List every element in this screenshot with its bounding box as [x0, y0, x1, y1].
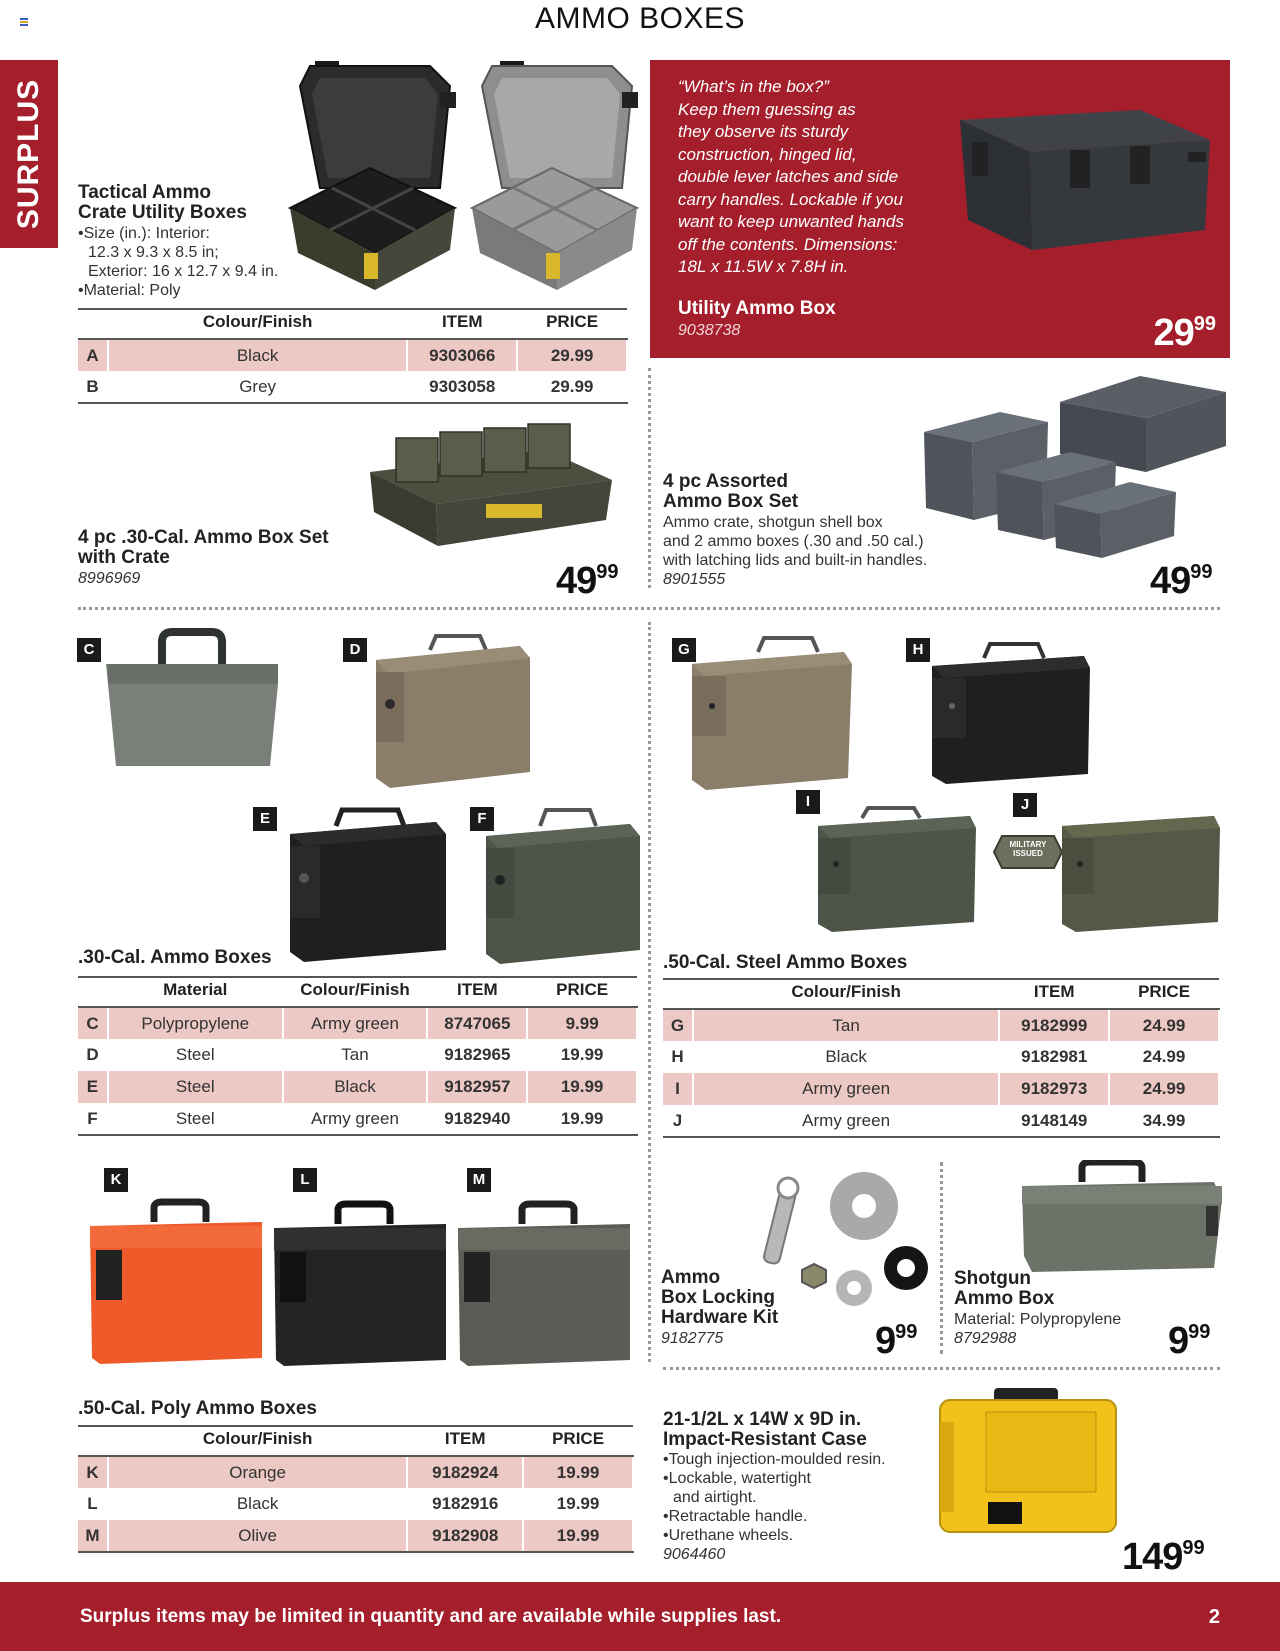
ammo-box-d-image	[370, 632, 536, 792]
price-cents: 99	[1190, 561, 1213, 583]
row-price: 24.99	[1109, 1041, 1219, 1073]
price-cents: 99	[596, 561, 619, 583]
row-material: Steel	[108, 1039, 283, 1071]
cal30-table	[78, 976, 638, 1136]
table-row	[78, 1103, 637, 1135]
shotgun-title-line1: Shotgun	[954, 1268, 1032, 1289]
row-material: Polypropylene	[108, 1007, 283, 1039]
ammo-box-i-image	[814, 804, 980, 934]
quote-line: Keep them guessing as	[678, 99, 856, 119]
row-finish: Army green	[283, 1103, 428, 1135]
row-item: 9182916	[407, 1488, 523, 1520]
quote-line: construction, hinged lid,	[678, 144, 857, 164]
row-finish: Orange	[108, 1456, 407, 1488]
quote-line: double lever latches and side	[678, 167, 899, 186]
price-cents: 99	[895, 1321, 918, 1343]
assorted-desc-3: with latching lids and built-in handles.	[663, 552, 928, 569]
set30-title-line1: 4 pc .30-Cal. Ammo Box Set	[78, 527, 329, 548]
table-row	[663, 1105, 1219, 1137]
quote-line: they observe its sturdy	[678, 122, 849, 141]
price-main: 29	[1153, 312, 1194, 354]
row-item: 9182940	[427, 1103, 527, 1135]
row-finish: Olive	[108, 1520, 407, 1552]
col-item: ITEM	[999, 979, 1109, 1009]
col-key	[663, 979, 693, 1009]
col-item: ITEM	[407, 1426, 523, 1456]
shotgun-sku: 8792988	[954, 1330, 1017, 1347]
row-key: I	[663, 1073, 693, 1105]
section-tab-label: SURPLUS	[12, 78, 45, 230]
row-price: 29.99	[517, 371, 627, 403]
table-row	[78, 1007, 637, 1039]
page-number: 2	[1208, 1606, 1220, 1628]
impact-resistant-case-image	[934, 1386, 1120, 1536]
badge-line: ISSUED	[1013, 849, 1043, 858]
section-tab	[0, 60, 58, 248]
ammo-box-set-crate-image	[366, 420, 616, 550]
hardware-price	[875, 1312, 917, 1361]
table-row	[78, 1520, 633, 1552]
hardware-sku: 9182775	[661, 1330, 724, 1347]
row-key: H	[663, 1041, 693, 1073]
row-finish: Grey	[108, 371, 407, 403]
divider	[648, 368, 651, 588]
ammo-box-m-image	[454, 1200, 636, 1370]
assorted-ammo-box-set-image	[920, 372, 1230, 560]
tactical-spec-3: Exterior: 16 x 12.7 x 9.4 in.	[88, 263, 279, 280]
hardware-title-line2: Box Locking	[661, 1287, 776, 1308]
row-price: 34.99	[1109, 1105, 1219, 1137]
cal50steel-table	[663, 978, 1220, 1138]
row-key: L	[78, 1488, 108, 1520]
ammo-box-e-image	[286, 804, 452, 964]
divider	[648, 622, 651, 1362]
footer-note: Surplus items may be limited in quantity and are available while supplies last.	[80, 1606, 782, 1627]
label-m: M	[467, 1168, 491, 1192]
table-row	[78, 1488, 633, 1520]
case-title-line2: Impact-Resistant Case	[663, 1429, 867, 1450]
utility-description	[678, 76, 938, 279]
label-i: I	[796, 790, 820, 814]
row-price: 24.99	[1109, 1073, 1219, 1105]
case-bullet-2: •Lockable, watertight	[663, 1470, 811, 1487]
label-f: F	[470, 807, 494, 831]
hardware-title-line3: Hardware Kit	[661, 1307, 779, 1328]
shotgun-ammo-box-image	[1018, 1160, 1226, 1274]
table-row	[78, 339, 627, 371]
ammo-box-j-image	[1058, 804, 1224, 934]
table-row	[78, 1039, 637, 1071]
shotgun-title-line2: Ammo Box	[954, 1288, 1055, 1309]
quote-line: carry handles. Lockable if you	[678, 189, 903, 209]
label-e: E	[253, 807, 277, 831]
row-item: 9182924	[407, 1456, 523, 1488]
divider	[78, 607, 1220, 610]
tactical-spec-1: •Size (in.): Interior:	[78, 225, 210, 242]
tactical-spec-4: •Material: Poly	[78, 282, 181, 299]
assorted-price	[1150, 552, 1213, 601]
label-d: D	[343, 638, 367, 662]
col-key	[78, 977, 108, 1007]
ammo-box-c-image	[102, 628, 282, 770]
row-item: 9182965	[427, 1039, 527, 1071]
row-price: 19.99	[523, 1488, 633, 1520]
row-key: E	[78, 1071, 108, 1103]
row-key: G	[663, 1009, 693, 1041]
row-item: 9182981	[999, 1041, 1109, 1073]
col-finish: Colour/Finish	[283, 977, 428, 1007]
col-finish: Colour/Finish	[108, 309, 407, 339]
cal50steel-title: .50-Cal. Steel Ammo Boxes	[663, 952, 908, 973]
row-price: 19.99	[527, 1071, 637, 1103]
cal50poly-table	[78, 1425, 634, 1553]
price-main: 149	[1122, 1536, 1183, 1578]
row-item: 9148149	[999, 1105, 1109, 1137]
divider	[940, 1162, 943, 1354]
tactical-crate-black-image	[280, 58, 470, 294]
row-key: M	[78, 1520, 108, 1552]
price-cents: 99	[1193, 313, 1216, 335]
row-material: Steel	[108, 1071, 283, 1103]
row-price: 19.99	[523, 1520, 633, 1552]
set30-price	[556, 552, 619, 601]
row-finish: Tan	[693, 1009, 999, 1041]
col-price: PRICE	[517, 309, 627, 339]
row-key: C	[78, 1007, 108, 1039]
row-key: J	[663, 1105, 693, 1137]
row-key: F	[78, 1103, 108, 1135]
row-item: 9182957	[427, 1071, 527, 1103]
price-main: 9	[875, 1320, 896, 1362]
row-price: 19.99	[527, 1103, 637, 1135]
tactical-table	[78, 308, 628, 404]
col-item: ITEM	[407, 309, 517, 339]
case-bullet-5: •Urethane wheels.	[663, 1527, 794, 1544]
label-j: J	[1013, 793, 1037, 817]
set30-sku: 8996969	[78, 570, 141, 587]
ammo-box-h-image	[928, 640, 1094, 786]
page-title: AMMO BOXES	[534, 2, 746, 35]
price-main: 9	[1168, 1320, 1189, 1362]
utility-ammo-box-panel	[650, 60, 1230, 358]
row-finish: Black	[283, 1071, 428, 1103]
col-item: ITEM	[427, 977, 527, 1007]
case-bullet-4: •Retractable handle.	[663, 1508, 808, 1525]
col-price: PRICE	[1109, 979, 1219, 1009]
ammo-box-f-image	[480, 806, 646, 966]
row-finish: Army green	[283, 1007, 428, 1039]
label-l: L	[293, 1168, 317, 1192]
case-price	[1122, 1528, 1205, 1577]
price-cents: 99	[1182, 1537, 1205, 1559]
quote-line: “What’s in the box?”	[678, 77, 829, 96]
row-key: D	[78, 1039, 108, 1071]
table-row	[78, 371, 627, 403]
row-price: 9.99	[527, 1007, 637, 1039]
cal30-title: .30-Cal. Ammo Boxes	[78, 947, 272, 968]
quote-line: off the contents. Dimensions:	[678, 234, 898, 254]
case-sku: 9064460	[663, 1546, 726, 1563]
price-cents: 99	[1188, 1321, 1211, 1343]
badge-line: MILITARY	[1009, 840, 1047, 849]
locking-hardware-kit-image	[750, 1170, 930, 1330]
table-row	[663, 1009, 1219, 1041]
row-key: B	[78, 371, 108, 403]
cal50poly-title: .50-Cal. Poly Ammo Boxes	[78, 1398, 317, 1419]
row-item: 9182908	[407, 1520, 523, 1552]
quote-line: want to keep unwanted hands	[678, 212, 904, 231]
row-material: Steel	[108, 1103, 283, 1135]
case-bullet-3: and airtight.	[673, 1489, 757, 1506]
utility-price	[1153, 304, 1216, 353]
utility-sku: 9038738	[678, 322, 741, 339]
row-price: 24.99	[1109, 1009, 1219, 1041]
ammo-box-l-image	[270, 1200, 452, 1370]
hardware-title-line1: Ammo	[661, 1267, 721, 1288]
row-item: 9303058	[407, 371, 517, 403]
row-finish: Army green	[693, 1105, 999, 1137]
row-finish: Black	[693, 1041, 999, 1073]
row-item: 9182999	[999, 1009, 1109, 1041]
price-main: 49	[1150, 560, 1191, 602]
row-finish: Army green	[693, 1073, 999, 1105]
military-issued-text	[998, 840, 1058, 858]
table-row	[78, 1456, 633, 1488]
table-row	[663, 1041, 1219, 1073]
col-finish: Colour/Finish	[693, 979, 999, 1009]
divider	[663, 1367, 1220, 1370]
row-price: 29.99	[517, 339, 627, 371]
row-price: 19.99	[523, 1456, 633, 1488]
case-title-line1: 21-1/2L x 14W x 9D in.	[663, 1409, 862, 1430]
assorted-title-line1: 4 pc Assorted	[663, 471, 788, 492]
ammo-box-k-image	[86, 1198, 268, 1368]
col-material: Material	[108, 977, 283, 1007]
row-finish: Black	[108, 1488, 407, 1520]
price-main: 49	[556, 560, 597, 602]
case-bullet-1: •Tough injection-moulded resin.	[663, 1451, 886, 1468]
assorted-desc-2: and 2 ammo boxes (.30 and .50 cal.)	[663, 533, 924, 550]
label-k: K	[104, 1168, 128, 1192]
row-key: K	[78, 1456, 108, 1488]
row-item: 9182973	[999, 1073, 1109, 1105]
ammo-box-g-image	[688, 634, 854, 790]
row-item: 8747065	[427, 1007, 527, 1039]
col-price: PRICE	[523, 1426, 633, 1456]
shotgun-desc: Material: Polypropylene	[954, 1311, 1122, 1328]
col-finish: Colour/Finish	[108, 1426, 407, 1456]
tactical-title-line1: Tactical Ammo	[78, 182, 212, 203]
assorted-sku: 8901555	[663, 571, 726, 588]
shotgun-price	[1168, 1312, 1210, 1361]
assorted-title-line2: Ammo Box Set	[663, 491, 799, 512]
row-key: A	[78, 339, 108, 371]
quote-line: 18L x 11.5W x 7.8H in.	[678, 257, 849, 276]
tactical-title-line2: Crate Utility Boxes	[78, 202, 247, 223]
label-h: H	[906, 638, 930, 662]
col-price: PRICE	[527, 977, 637, 1007]
row-item: 9303066	[407, 339, 517, 371]
tactical-crate-grey-image	[462, 58, 652, 294]
utility-ammo-box-image	[950, 80, 1220, 270]
table-row	[663, 1073, 1219, 1105]
tactical-spec-2: 12.3 x 9.3 x 8.5 in;	[88, 244, 219, 261]
set30-title-line2: with Crate	[78, 547, 170, 568]
row-price: 19.99	[527, 1039, 637, 1071]
label-g: G	[672, 638, 696, 662]
row-finish: Black	[108, 339, 407, 371]
row-finish: Tan	[283, 1039, 428, 1071]
col-key	[78, 1426, 108, 1456]
utility-title: Utility Ammo Box	[678, 298, 836, 319]
footer-bar	[0, 1582, 1280, 1651]
table-row	[78, 1071, 637, 1103]
label-c: C	[77, 638, 101, 662]
col-key	[78, 309, 108, 339]
assorted-desc-1: Ammo crate, shotgun shell box	[663, 514, 883, 531]
